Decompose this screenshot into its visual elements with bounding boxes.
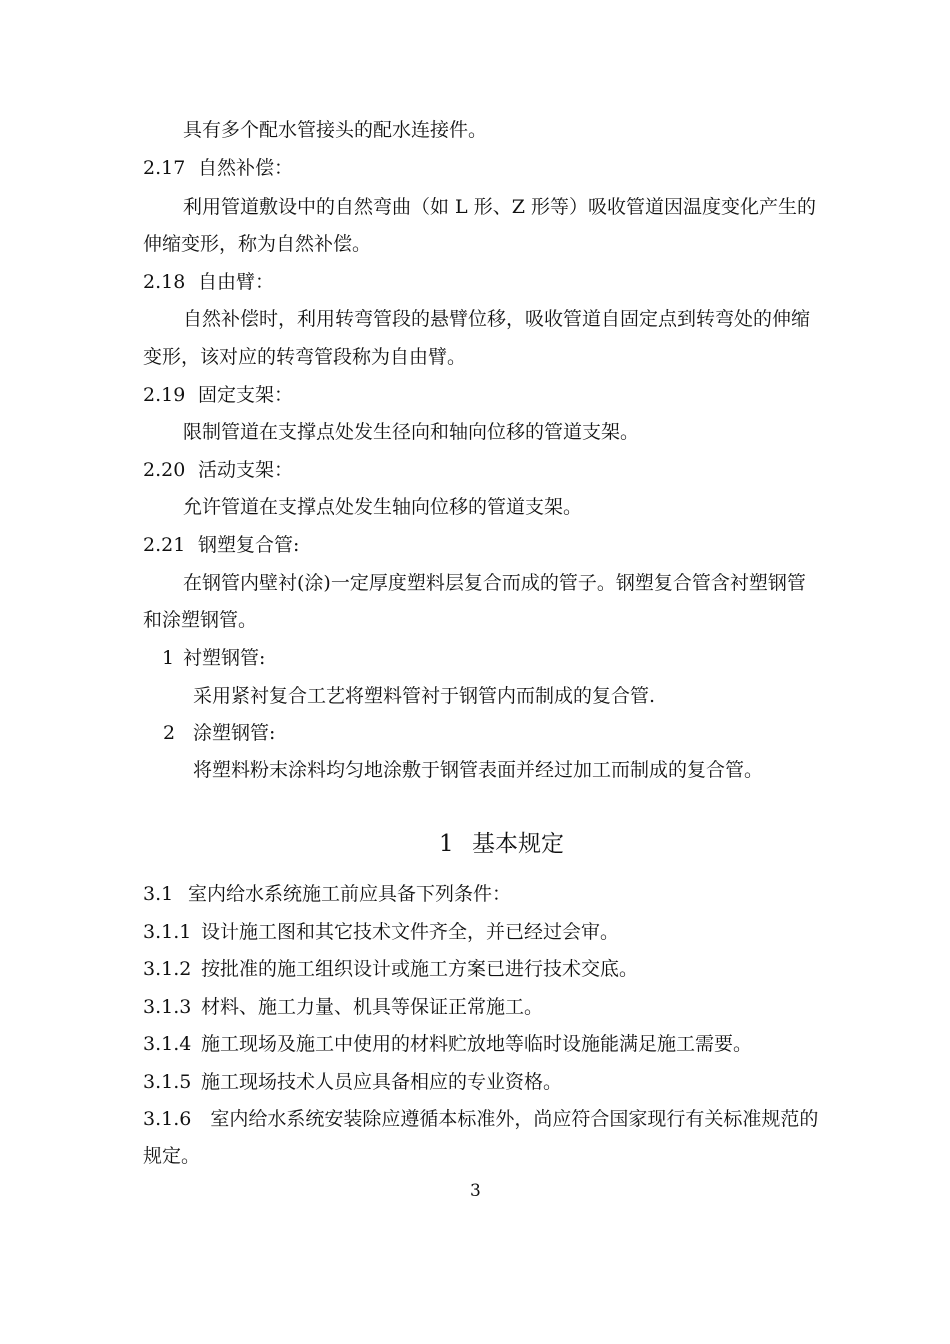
clause-number: 3.1.3 xyxy=(143,996,192,1018)
chapter-number: 1 xyxy=(439,831,454,857)
clause-number: 3.1.2 xyxy=(143,958,192,980)
paragraph-text: 将塑料粉末涂料均匀地涂敷于钢管表面并经过加工而制成的复合管。 xyxy=(193,759,764,781)
clause-number: 3.1.1 xyxy=(143,921,192,943)
clause-text: 规定。 xyxy=(143,1145,201,1167)
list-item-number: 1 xyxy=(162,647,175,669)
section-number: 2.19 xyxy=(143,384,186,406)
chapter-title: 基本规定 xyxy=(472,831,564,857)
paragraph-text: 自然补偿时，利用转弯管段的悬臂位移，吸收管道自固定点到转弯处的伸缩 xyxy=(183,308,811,330)
paragraph-text: 采用紧衬复合工艺将塑料管衬于钢管内而制成的复合管. xyxy=(193,685,656,707)
paragraph-text: 利用管道敷设中的自然弯曲（如 L 形、Z 形等）吸收管道因温度变化产生的 xyxy=(183,196,816,218)
clause-text: 施工现场及施工中使用的材料贮放地等临时设施能满足施工需要。 xyxy=(201,1033,753,1055)
section-number: 2.18 xyxy=(143,271,186,293)
paragraph-text: 和涂塑钢管。 xyxy=(143,609,258,631)
section-number: 2.20 xyxy=(143,459,186,481)
section-title: 固定支架： xyxy=(198,384,294,406)
clause-text: 按批准的施工组织设计或施工方案已进行技术交底。 xyxy=(201,958,639,980)
list-item-number: 2 xyxy=(163,722,176,744)
clause-text: 材料、施工力量、机具等保证正常施工。 xyxy=(201,996,544,1018)
section-number: 2.17 xyxy=(143,157,186,179)
paragraph-text: 伸缩变形，称为自然补偿。 xyxy=(143,233,372,255)
paragraph-text: 限制管道在支撑点处发生径向和轴向位移的管道支架。 xyxy=(183,421,640,443)
paragraph-text: 变形，该对应的转弯管段称为自由臂。 xyxy=(143,346,467,368)
clause-number: 3.1.5 xyxy=(143,1071,192,1093)
paragraph-text: 具有多个配水管接头的配水连接件。 xyxy=(183,119,488,141)
clause-text: 3.1.6 室内给水系统安装除应遵循本标准外，尚应符合国家现行有关标准规范的 xyxy=(143,1108,819,1130)
clause-number: 3.1 xyxy=(143,883,174,905)
paragraph-text: 在钢管内壁衬(涂)一定厚度塑料层复合而成的管子。钢塑复合管含衬塑钢管 xyxy=(183,572,806,594)
clause-number: 3.1.4 xyxy=(143,1033,192,1055)
section-title: 自由臂： xyxy=(198,271,275,293)
section-title: 活动支架： xyxy=(198,459,294,481)
section-title: 自然补偿： xyxy=(198,157,294,179)
section-number: 2.21 xyxy=(143,534,186,556)
clause-text: 施工现场技术人员应具备相应的专业资格。 xyxy=(201,1071,563,1093)
paragraph-text: 允许管道在支撑点处发生轴向位移的管道支架。 xyxy=(183,496,583,518)
page-number-text: 3 xyxy=(470,1181,481,1201)
section-title: 钢塑复合管: xyxy=(198,534,300,556)
list-item-title: 衬塑钢管: xyxy=(183,647,266,669)
list-item-title: 涂塑钢管: xyxy=(193,722,276,744)
clause-text: 室内给水系统施工前应具备下列条件： xyxy=(188,883,512,905)
clause-text: 设计施工图和其它技术文件齐全，并已经过会审。 xyxy=(201,921,620,943)
